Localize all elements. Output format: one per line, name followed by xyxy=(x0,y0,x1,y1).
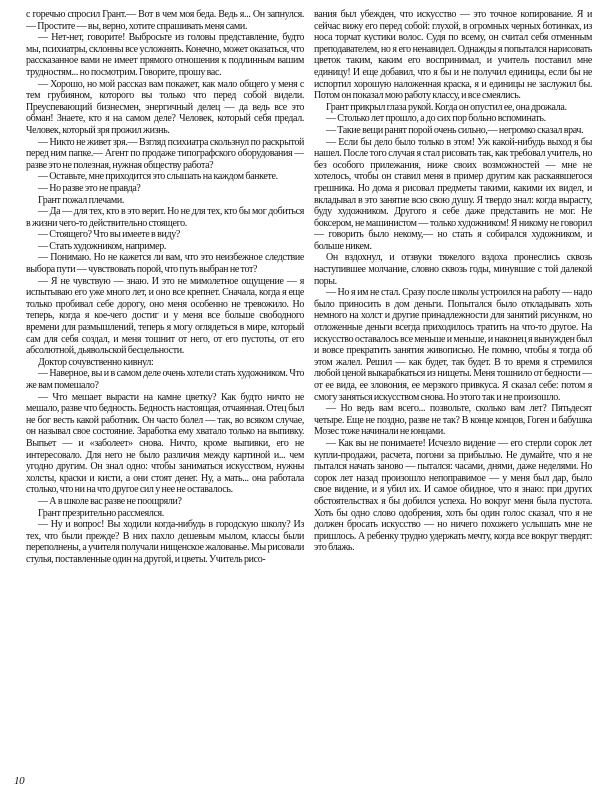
paragraph: вания был убежден, что искусство — это точное копирование. Я и сейчас вижу его перед собой: глухой, в огромных черных ботинках, из носа торчат кустики волос. Судя по всему, он считал себя отменным преподавателем, но я его ненавидел. Однажды я попытался нарисовать цветок таким, каким его воспринимал, и учитель поставил мне единицу! И еще добавил, что я бы и не получил единицы, если бы не испортил хорошую наложенная краска, я и единицы не заслужил бы. Потом он показал мою работу классу, и все смеялись. xyxy=(314,9,592,102)
paragraph: Грант прикрыл глаза рукой. Когда он опустил ее, она дрожала. xyxy=(326,101,567,113)
page-number: 10 xyxy=(14,775,25,787)
paragraph: Грант пожал плечами. xyxy=(38,194,125,206)
paragraph: — Стоящего? Что вы имеете в виду? xyxy=(38,229,180,241)
paragraph: — Да — для тех, кто в это верит. Но не для тех, кто бы мог добиться в жизни чего-то действительно стоящего. xyxy=(26,206,304,229)
right-text-column xyxy=(314,9,592,771)
paragraph: — Понимаю. Но не кажется ли вам, что это неизбежное следствие выбора пути — чувствовать порой, что путь выбран не тот? xyxy=(26,252,304,276)
paragraph: Он вздохнул, и отзвуки тяжелого вздоха пронеслись сквозь наступившее молчание, словно сквозь годы, минувшие с той далекой поры. xyxy=(314,252,592,287)
paragraph: Грант презрительно рассмеялся. xyxy=(38,507,164,519)
paragraph: — Что мешает вырасти на камне цветку? Как будто ничто не мешало, разве что бедность. Бедность настоящая, отчаянная. Отец был не бог весть какой работник. Он часто болел — так, во всяком случае, он называл свое состояние. Заработка ему хватало только на выпивку. Выпьет — и «заболеет» снова. Ничто, кроме выпивки, его не интересовало. Для него не было различия между картиной и... чем угодно другим. Он знал одно: чтобы заниматься искусством, нужны холсты, краски и кисти, а они стоят денег. Ну, а мать... она работала столько, что ни на что другое сил у нее не оставалось. xyxy=(26,391,304,496)
paragraph: — Я не чувствую — знаю. И это не мимолетное ощущение — я испытываю его уже много лет, и оно все крепнет. Сначала, когда я еще только пробивал себе дорогу, оно меня особенно не тревожило. Но теперь, когда я кое-чего достиг и у меня все больше свободного времени для размышлений, теперь я могу оглядеться в мире, который сам для себя создал, и меня тошнит от него, от его пустоты, от его абсолютной, дьявольской бесцельности. xyxy=(26,275,304,357)
paragraph: — Нет-нет, говорите! Выбросьте из головы представление, будто мы, психиатры, склонны все усложнять. Конечно, может оказаться, что рассказанное вами не имеет прямого отношения к подлинным вашим трудностям... но посмотрим. Говорите, прошу вас. xyxy=(26,32,304,78)
paragraph: — Наверное, вы и в самом деле очень хотели стать художником. Что же вам помешало? xyxy=(26,368,304,391)
paragraph: Доктор сочувственно кивнул: xyxy=(38,356,154,368)
paragraph: — Такие вещи ранят порой очень сильно,— негромко сказал врач. xyxy=(326,124,584,136)
paragraph: — Столько лет прошло, а до сих пор больно вспоминать. xyxy=(326,113,546,125)
paragraph: — Как вы не понимаете! Исчезло видение — его стерли сорок лет купли-продажи, расчета, погони за прибылью. Не думайте, что я не пытался начать заново — пытался: часами, днями, даже неделями. Но сорок лет назад произошло непоправимое — у меня был дар, было свое видение, и я убил их. И самое обидное, что я знаю: при других обстоятельствах я бы добился успеха. Но вокруг меня была пустота. Хоть бы одно слово одобрения, хоть бы один голос сказал, что я не должен бросать искусство — но ничего похожего услышать мне не пришлось. А ребенку трудно удержать мечту, когда все вокруг твердят: это блажь. xyxy=(314,437,592,554)
paragraph: — Если бы дело было только в этом! Уж какой-нибудь выход я бы нашел. После того случая я стал рисовать так, как требовал учитель, но без особого прилежания, ниже своих возможностей — мне не хотелось, чтобы он ставил меня в пример другим как раскаявшегося грешника. Но дома я рисовал предметы такими, какими их видел, и вкладывал в это занятие всю свою душу. Я твердо знал: когда вырасту, буду художником. Другого я себе даже представить не мог. Не боксером, не машинистом — только художником! Я никому не говорил — говорить было некому,— но стать я собирался художником, и больше никем. xyxy=(314,136,592,252)
paragraph: — Но я им не стал. Сразу после школы устроился на работу — надо было приносить в дом деньги. Попытался было откладывать хоть немного на холст и другие принадлежности для занятий рисунком, но отложенные деньги всегда приходилось тратить на что-то другое. На искусство оставалось все меньше и меньше, и наконец я вынужден был и вовсе прекратить занятия живописью. Не помню, чтобы я тогда об этом жалел. Решил — как будет, так будет. В то время я стремился любой ценой выкарабкаться из нищеты. Меня тошнило от бедности — от ее вида, ее зловония, ее мерзкого привкуса. Я сказал себе: потом я смогу заняться искусством снова. Но этого так и не произошло. xyxy=(314,287,592,403)
paragraph: с горечью спросил Грант.— Вот в чем моя беда. Ведь я... Он запнулся.— Простите — вы, верно, хотите спрашивать меня сами. xyxy=(26,9,304,32)
left-text-column xyxy=(26,9,304,771)
paragraph: — Но разве это не правда? xyxy=(38,182,141,194)
paragraph: — Ну и вопрос! Вы ходили когда-нибудь в городскую школу? Из тех, что были прежде? В них пахло дешевым мылом, классы были переполнены, а учителя получали нищенское жалованье. Мы рисовали стулья, поставленные один на другой, и цветы. Учитель рисо- xyxy=(26,519,304,565)
paragraph: — Никто не живет зря.— Взгляд психиатра скользнул по раскрытой перед ним папке.— Агент по продаже типографского оборудования — разве это не полезная, нужная обществу работа? xyxy=(26,136,304,171)
paragraph: — Оставьте, мне приходится это слышать на каждом банкете. xyxy=(38,171,278,183)
paragraph: — А в школе вас разве не поощряли? xyxy=(38,495,182,507)
paragraph: — Стать художником, например. xyxy=(38,240,167,252)
paragraph: — Хорошо, но мой рассказ вам покажет, как мало общего у меня с тем грубияном, которого вы только что перед собой видели. Преуспевающий бизнесмен, энергичный делец — да ведь все это обман! Знаете, кто я на самом деле? Человек, который себя предал. Человек, который зря прожил жизнь. xyxy=(26,78,304,136)
paragraph: — Но ведь вам всего... позвольте, сколько вам лет? Пятьдесят четыре. Еще не поздно, разве не так? В конце концов, Гоген и бабушка Мозес тоже начинали не юнцами. xyxy=(314,403,592,438)
